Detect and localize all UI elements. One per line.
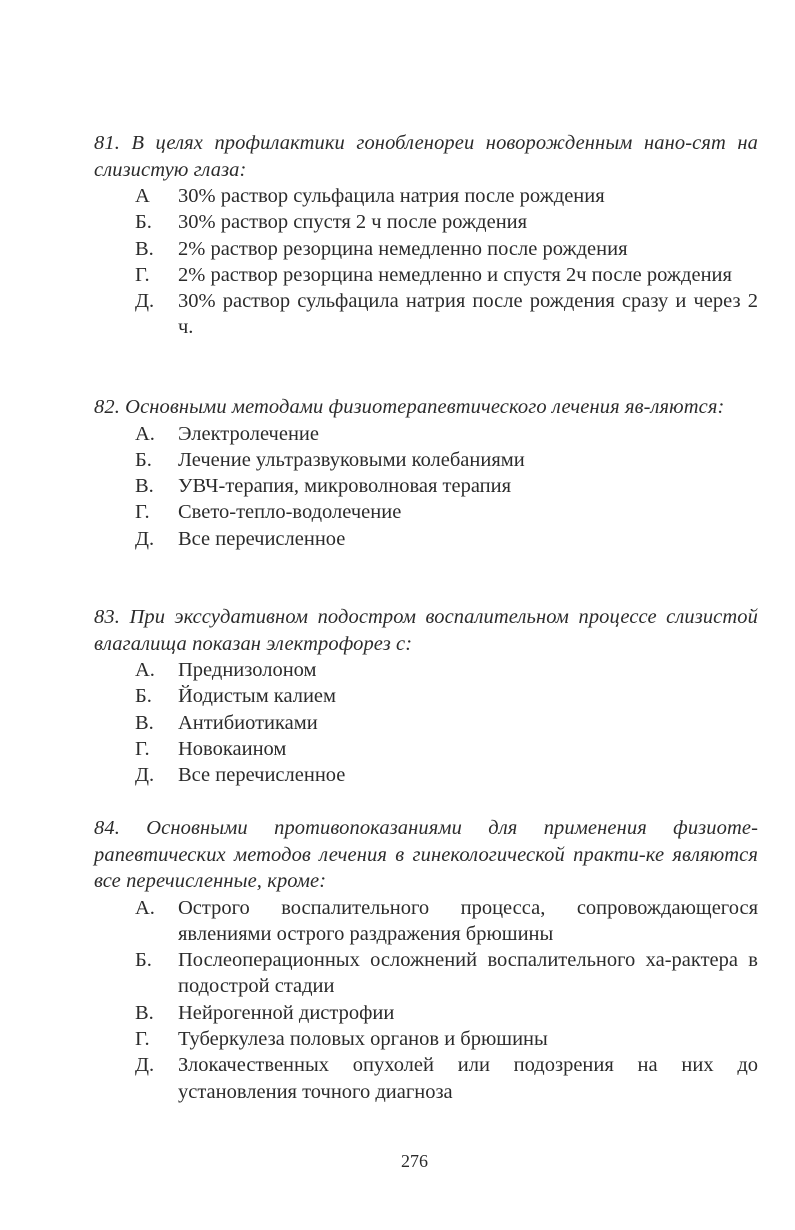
answer-option bbox=[94, 499, 758, 525]
option-letter: Б. bbox=[135, 448, 152, 471]
answer-option bbox=[94, 947, 758, 1000]
question-83 bbox=[94, 604, 758, 788]
question-text: Основными методами физиотерапевтического лечения яв-ляются: bbox=[125, 396, 725, 418]
option-letter: Г. bbox=[135, 501, 150, 524]
option-letter: А bbox=[135, 185, 150, 207]
question-stem bbox=[94, 394, 758, 421]
option-letter: Б. bbox=[135, 211, 152, 234]
question-number: 81. bbox=[94, 132, 120, 154]
answer-option bbox=[94, 683, 758, 709]
option-letter: В. bbox=[135, 237, 154, 260]
question-82 bbox=[94, 394, 758, 552]
answer-option bbox=[94, 288, 758, 341]
question-stem bbox=[94, 604, 758, 657]
option-letter: В. bbox=[135, 1001, 154, 1024]
answer-option bbox=[94, 209, 758, 235]
option-letter: В. bbox=[135, 711, 154, 734]
option-text: Нейрогенной дистрофии bbox=[178, 1001, 395, 1024]
question-text: Основными противопоказаниями для применения физиоте-рапевтических методов лечения в гинекологической практи-ке являются все перечисленные, кроме: bbox=[94, 817, 758, 892]
option-letter: Д. bbox=[135, 764, 155, 787]
option-text: Новокаином bbox=[178, 737, 287, 760]
option-letter: Г. bbox=[135, 263, 150, 286]
option-text: Все перечисленное bbox=[178, 527, 346, 550]
option-text: Злокачественных опухолей или подозрения на них до установления точного диагноза bbox=[178, 1054, 758, 1103]
answer-option bbox=[94, 710, 758, 736]
option-letter: В. bbox=[135, 475, 154, 498]
option-letter: Г. bbox=[135, 737, 150, 760]
question-number: 82. bbox=[94, 396, 120, 418]
page-number: 276 bbox=[401, 1151, 428, 1171]
option-text: 30% раствор сульфацила натрия после рождения сразу и через 2 ч. bbox=[178, 290, 758, 339]
question-text: При экссудативном подостром воспалительном процессе слизистой влагалища показан электрофорез с: bbox=[94, 606, 758, 655]
question-stem bbox=[94, 815, 758, 895]
option-letter: Д. bbox=[135, 527, 155, 550]
option-text: 2% раствор резорцина немедленно и спустя 2ч после рождения bbox=[178, 263, 732, 286]
answer-option bbox=[94, 895, 758, 948]
option-text: Антибиотиками bbox=[178, 711, 318, 734]
question-number: 84. bbox=[94, 817, 120, 839]
option-text: Острого воспалительного процесса, сопровождающегося явлениями острого раздражения брюшины bbox=[178, 896, 758, 945]
answer-option bbox=[94, 1026, 758, 1052]
option-text: Лечение ультразвуковыми колебаниями bbox=[178, 448, 525, 471]
option-text: Электролечение bbox=[178, 422, 319, 445]
answer-options bbox=[94, 183, 758, 341]
answer-option bbox=[94, 657, 758, 683]
question-text: В целях профилактики гонобленореи новорожденным нано-сят на слизистую глаза: bbox=[94, 132, 758, 181]
answer-option bbox=[94, 1052, 758, 1105]
answer-options bbox=[94, 657, 758, 788]
answer-option bbox=[94, 526, 758, 552]
option-text: Йодистым калием bbox=[178, 685, 336, 708]
answer-option bbox=[94, 736, 758, 762]
question-number: 83. bbox=[94, 606, 120, 628]
option-letter: Д. bbox=[135, 1054, 155, 1077]
option-letter: А. bbox=[135, 896, 155, 919]
option-text: Свето-тепло-водолечение bbox=[178, 501, 402, 524]
option-letter: А. bbox=[135, 422, 155, 445]
question-81 bbox=[94, 130, 758, 341]
option-text: 30% раствор сульфацила натрия после рождения bbox=[178, 185, 605, 207]
option-letter: Б. bbox=[135, 685, 152, 708]
answer-option bbox=[94, 447, 758, 473]
option-text: 2% раствор резорцина немедленно после рождения bbox=[178, 237, 628, 260]
option-text: УВЧ-терапия, микроволновая терапия bbox=[178, 475, 512, 498]
answer-option bbox=[94, 762, 758, 788]
option-letter: Б. bbox=[135, 949, 152, 972]
option-text: Все перечисленное bbox=[178, 764, 346, 787]
answer-option bbox=[94, 473, 758, 499]
answer-options bbox=[94, 421, 758, 552]
answer-option bbox=[94, 236, 758, 262]
option-letter: А. bbox=[135, 659, 155, 681]
answer-options bbox=[94, 895, 758, 1105]
question-stem bbox=[94, 130, 758, 183]
option-text: Послеоперационных осложнений воспалительного ха-рактера в подострой стадии bbox=[178, 949, 758, 998]
answer-option bbox=[94, 262, 758, 288]
answer-option bbox=[94, 421, 758, 447]
option-text: Туберкулеза половых органов и брюшины bbox=[178, 1027, 548, 1050]
option-text: 30% раствор спустя 2 ч после рождения bbox=[178, 211, 528, 234]
answer-option bbox=[94, 1000, 758, 1026]
option-text: Преднизолоном bbox=[178, 659, 317, 681]
question-84 bbox=[94, 815, 758, 1105]
option-letter: Д. bbox=[135, 290, 155, 313]
option-letter: Г. bbox=[135, 1027, 150, 1050]
answer-option bbox=[94, 183, 758, 209]
